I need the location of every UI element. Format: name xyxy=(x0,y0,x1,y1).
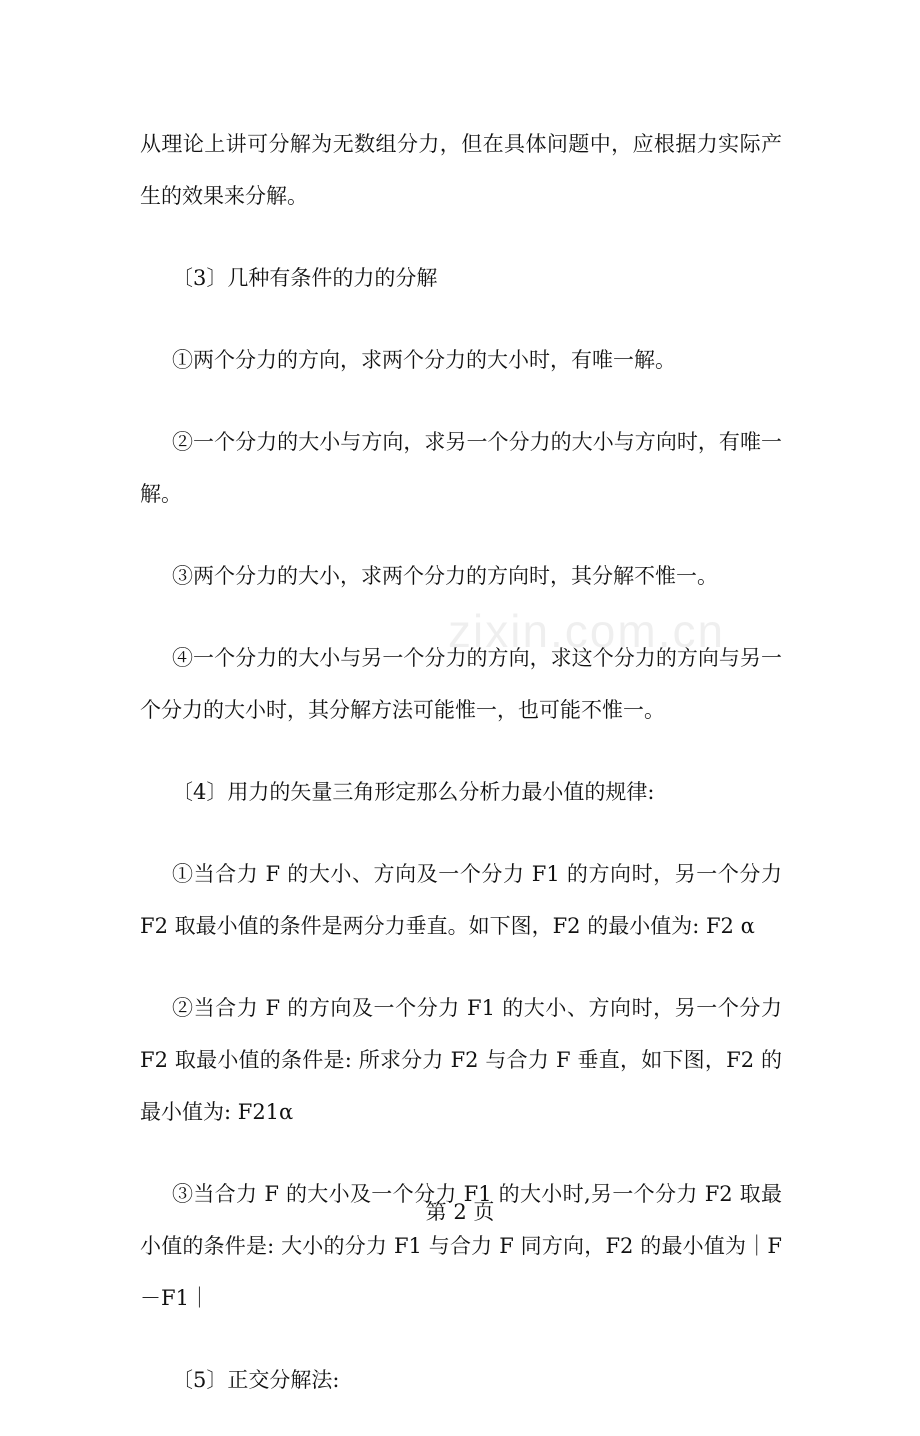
page-body xyxy=(140,118,782,1436)
paragraph-intro: 从理论上讲可分解为无数组分力，但在具体问题中，应根据力实际产生的效果来分解。 xyxy=(140,132,782,208)
rule-item-2: ②当合力 F 的方向及一个分力 F1 的大小、方向时，另一个分力 F2 取最小值的条件是: 所求分力 F2 与合力 F 垂直，如下图，F2 的最小值为: F21α xyxy=(140,996,782,1124)
list-item-4: ④一个分力的大小与另一个分力的方向，求这个分力的方向与另一个分力的大小时，其分解方法可能惟一，也可能不惟一。 xyxy=(140,646,782,722)
list-item-1: ①两个分力的方向，求两个分力的大小时，有唯一解。 xyxy=(172,348,676,372)
section-heading-5: 〔5〕正交分解法: xyxy=(172,1368,340,1392)
section-heading-3: 〔3〕几种有条件的力的分解 xyxy=(172,266,438,290)
page-number: 第 2 页 xyxy=(425,1200,495,1224)
watermark: zixin.com.cn xyxy=(448,605,726,657)
section-heading-4: 〔4〕用力的矢量三角形定那么分析力最小值的规律: xyxy=(172,780,655,804)
rule-item-3: ③当合力 F 的大小及一个分力 F1 的大小时,另一个分力 F2 取最小值的条件是: 大小的分力 F1 与合力 F 同方向，F2 的最小值为｜F－F1｜ xyxy=(140,1182,782,1310)
list-item-2: ②一个分力的大小与方向，求另一个分力的大小与方向时，有唯一解。 xyxy=(140,430,782,506)
rule-item-1: ①当合力 F 的大小、方向及一个分力 F1 的方向时，另一个分力 F2 取最小值的条件是两分力垂直。如下图，F2 的最小值为: F2 α xyxy=(140,862,782,938)
list-item-3: ③两个分力的大小，求两个分力的方向时，其分解不惟一。 xyxy=(172,564,718,588)
